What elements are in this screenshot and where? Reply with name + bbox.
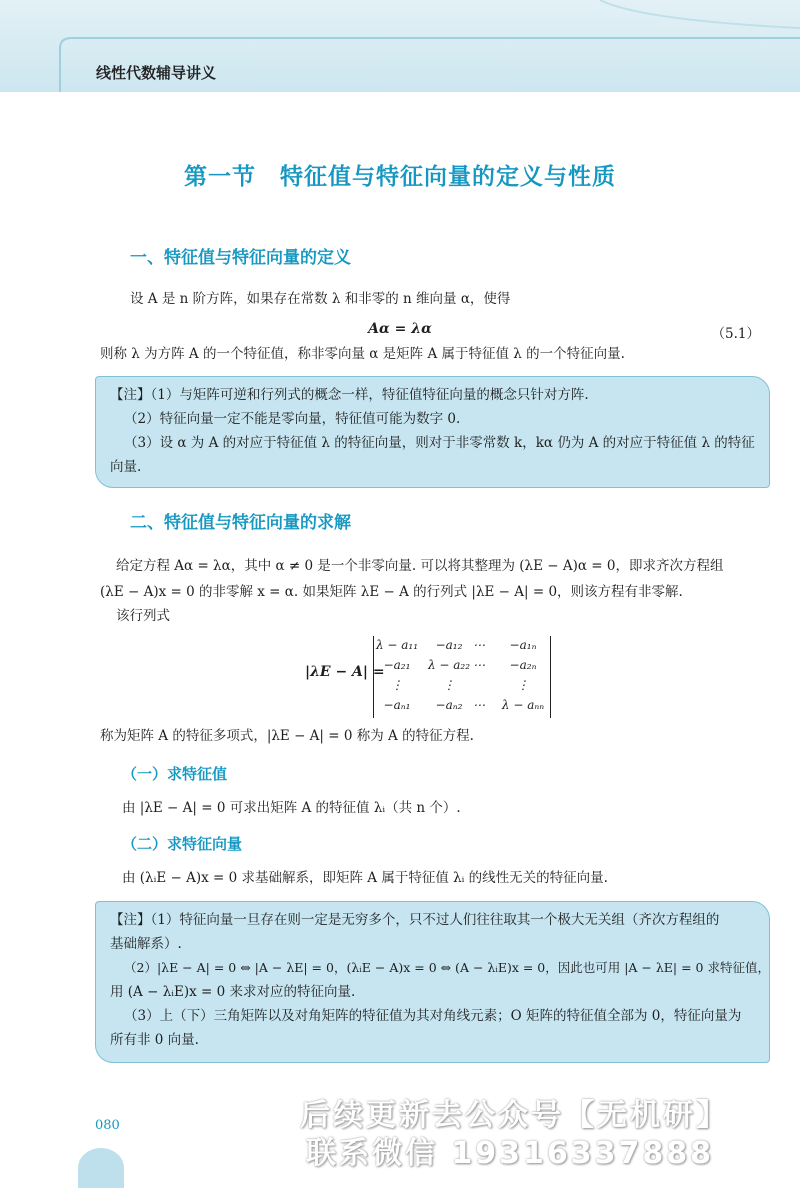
matrix-cell: −a₁₂ [435, 638, 463, 652]
definition-para-2: 则称 λ 为方阵 A 的一个特征值，称非零向量 α 是矩阵 A 属于特征值 λ 的一个特征向量. [100, 346, 625, 362]
equation-number: （5.1） [711, 326, 760, 342]
solving-para-1b: (λE − A)x = 0 的非零解 x = α. 如果矩阵 λE − A 的行列式 |λE − A| = 0，则该方程有非零解. [100, 584, 683, 600]
matrix-cell: −a₂₁ [383, 658, 411, 672]
matrix-cell: −aₙ₂ [435, 698, 463, 712]
heading-definition: 一、特征值与特征向量的定义 [130, 248, 351, 268]
solving-para-3: 称为矩阵 A 的特征多项式，|λE − A| = 0 称为 A 的特征方程. [100, 728, 474, 744]
matrix-cell: λ − aₙₙ [501, 698, 545, 712]
subheading-eigenvectors: （二）求特征向量 [122, 835, 243, 853]
running-title: 线性代数辅导讲义 [96, 64, 217, 82]
determinant-label: |λE − A| = [305, 664, 385, 680]
note1-line-4: 向量. [110, 459, 142, 475]
section-title: 第一节 特征值与特征向量的定义与性质 [184, 163, 616, 190]
page-number: 080 [95, 1118, 120, 1133]
matrix-cell: ⋯ [473, 698, 485, 712]
corner-decoration [78, 1148, 124, 1188]
note2-line-5: （3）上（下）三角矩阵以及对角矩阵的特征值为其对角线元素；O 矩阵的特征值全部为 0，特征向量为 [124, 1008, 742, 1024]
matrix-cell: λ − a₂₂ [427, 658, 471, 672]
equation-main: Aα = λα [368, 321, 432, 337]
note1-line-2: （2）特征向量一定不能是零向量，特征值可能为数字 0. [124, 411, 461, 427]
note1-line-3: （3）设 α 为 A 的对应于特征值 λ 的特征向量，则对于非零常数 k，kα 仍为 A 的对应于特征值 λ 的特征 [124, 435, 755, 451]
note-box-2 [95, 901, 770, 1063]
subheading-eigenvalues: （一）求特征值 [122, 765, 228, 783]
matrix-cell: ⋯ [473, 658, 485, 672]
matrix-cell: ⋯ [473, 638, 485, 652]
note1-line-1: 【注】（1）与矩阵可逆和行列式的概念一样，特征值特征向量的概念只针对方阵. [110, 387, 589, 403]
note2-line-4: 用 (A − λᵢE)x = 0 来求对应的特征向量. [110, 984, 356, 1000]
matrix-cell: −aₙ₁ [383, 698, 411, 712]
matrix-cell: −a₁ₙ [509, 638, 537, 652]
eigenvalue-text: 由 |λE − A| = 0 可求出矩阵 A 的特征值 λᵢ（共 n 个）. [122, 800, 461, 816]
matrix-cell: −a₂ₙ [509, 658, 537, 672]
matrix-cell: ⋮ [443, 678, 455, 692]
note-box-1 [95, 376, 770, 488]
solving-para-2: 该行列式 [116, 608, 170, 624]
note2-line-6: 所有非 0 向量. [110, 1032, 199, 1048]
heading-solving: 二、特征值与特征向量的求解 [130, 513, 351, 533]
matrix-cell: ⋮ [517, 678, 529, 692]
eigenvector-text: 由 (λᵢE − A)x = 0 求基础解系，即矩阵 A 属于特征值 λᵢ 的线性无关的特征向量. [122, 870, 608, 886]
note2-line-2: 基础解系）. [110, 936, 182, 952]
watermark-line-2: 联系微信 19316337888 [305, 1136, 715, 1171]
note2-line-3: （2）|λE − A| = 0 ⇔ |A − λE| = 0，(λᵢE − A)x = 0 ⇔ (A − λᵢE)x = 0，因此也可用 |A − λE| = 0 求特征值， [124, 960, 770, 975]
note2-line-1: 【注】（1）特征向量一旦存在则一定是无穷多个，只不过人们往往取其一个极大无关组（齐次方程组的 [110, 912, 720, 928]
matrix-cell: ⋮ [391, 678, 403, 692]
matrix-cell: λ − a₁₁ [375, 638, 419, 652]
definition-para-1: 设 A 是 n 阶方阵，如果存在常数 λ 和非零的 n 维向量 α，使得 [130, 291, 511, 307]
solving-para-1a: 给定方程 Aα = λα，其中 α ≠ 0 是一个非零向量. 可以将其整理为 (λE − A)α = 0，即求齐次方程组 [116, 558, 724, 574]
determinant-matrix [373, 636, 551, 718]
watermark-line-1: 后续更新去公众号【无机研】 [300, 1098, 729, 1133]
